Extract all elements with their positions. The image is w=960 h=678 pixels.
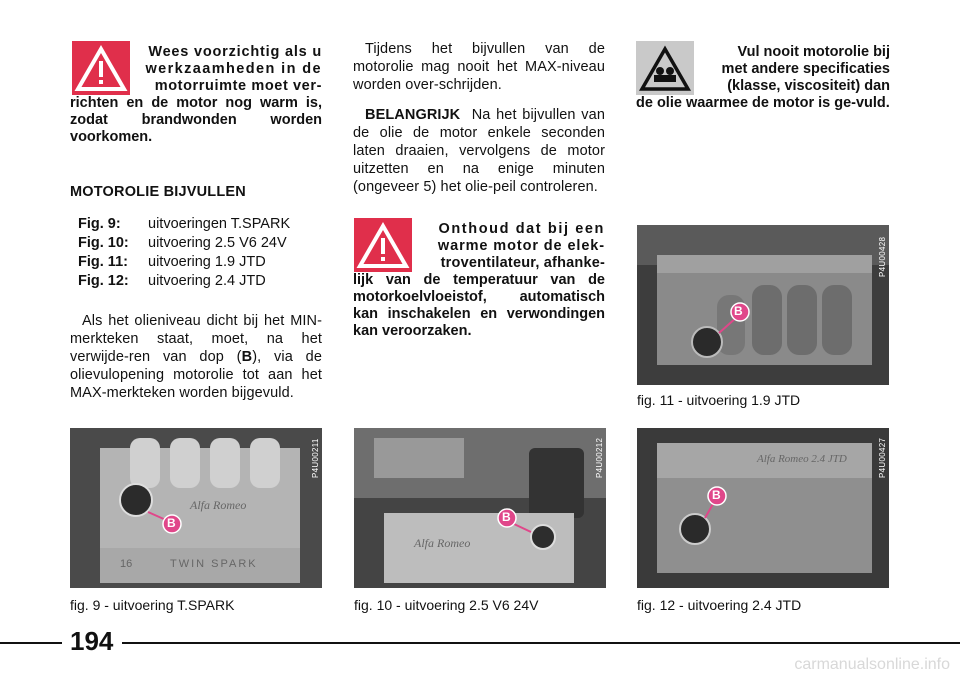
brand-lettering: Alfa Romeo bbox=[190, 498, 247, 512]
section-title: MOTOROLIE BIJVULLEN bbox=[70, 184, 246, 200]
warning-line: Wees voorzichtig als u bbox=[148, 44, 322, 60]
figure-text: uitvoeringen T.SPARK bbox=[148, 216, 291, 232]
figure-label: Fig. 12: bbox=[78, 273, 129, 289]
figure-code: P4U00428 bbox=[878, 236, 887, 277]
figure-label: Fig. 9: bbox=[78, 216, 121, 232]
important-text: Na het bijvullen van de olie de motor enkele seconden laten draaien, vervolgens de motor uitzetten en na enige minuten (ongeveer 5) het olie-peil controleren. bbox=[353, 107, 605, 195]
footer-rule-left bbox=[0, 642, 62, 644]
engine-badge-text: TWIN SPARK bbox=[170, 558, 258, 570]
figure-text: uitvoering 1.9 JTD bbox=[148, 254, 266, 270]
important-paragraph bbox=[353, 106, 605, 196]
warning-line: Vul nooit motorolie bij bbox=[737, 44, 890, 60]
figure-list-item bbox=[78, 215, 328, 234]
engine-photo-fig10 bbox=[354, 428, 606, 588]
warning-text-rest: richten en de motor nog warm is, zodat brandwonden worden voorkomen. bbox=[70, 95, 322, 145]
col2-paragraph: Tijdens het bijvullen van de motorolie mag nooit het MAX-niveau worden over-schrijden. bbox=[353, 41, 605, 93]
body-text: ), via de olievulopening motorolie tot aan het MAX-merkteken worden bijgevuld. bbox=[70, 349, 322, 401]
body-text: Als het olieniveau dicht bij het MIN-merkteken staat, moet, na het verwijde-ren van dop ( bbox=[70, 313, 322, 365]
footer-rule-right bbox=[122, 642, 960, 644]
warning-line: werkzaamheden in de bbox=[145, 61, 322, 77]
figure-code: P4U00212 bbox=[595, 437, 604, 478]
figure-list-item bbox=[78, 272, 328, 291]
callout-marker: B bbox=[502, 510, 511, 524]
warning-line: Onthoud dat bij een bbox=[438, 221, 605, 237]
warning-line: motorruimte moet ver- bbox=[154, 78, 322, 94]
important-label: BELANGRIJK bbox=[365, 107, 461, 123]
warning-text-head bbox=[420, 221, 605, 272]
warning-triangle-icon bbox=[72, 41, 130, 95]
body-bold: B bbox=[241, 349, 253, 365]
page-number: 194 bbox=[70, 626, 114, 656]
warning-text-head bbox=[700, 44, 890, 95]
figure-label: Fig. 11: bbox=[78, 254, 128, 270]
warning-text-head bbox=[140, 44, 322, 95]
warning-line: met andere specificaties bbox=[721, 61, 890, 77]
figure-text: uitvoering 2.5 V6 24V bbox=[148, 235, 287, 251]
figure-list bbox=[78, 215, 328, 291]
callout-marker: B bbox=[712, 488, 721, 502]
engine-photo-fig11 bbox=[637, 225, 889, 385]
figure-text: uitvoering 2.4 JTD bbox=[148, 273, 266, 289]
figure-caption: fig. 9 - uitvoering T.SPARK bbox=[70, 597, 235, 613]
warning-line: (klasse, viscositeit) dan bbox=[727, 78, 890, 94]
engine-badge-number: 16 bbox=[120, 558, 133, 570]
figure-list-item bbox=[78, 234, 328, 253]
figure-caption: fig. 10 - uitvoering 2.5 V6 24V bbox=[354, 597, 539, 613]
callout-marker: B bbox=[734, 304, 743, 318]
engine-photo-fig12 bbox=[637, 428, 889, 588]
warning-text-rest: de olie waarmee de motor is ge-vuld. bbox=[636, 95, 890, 111]
figure-list-item bbox=[78, 253, 328, 272]
warning-text-rest: lijk van de temperatuur van de motorkoelvloeistof, automatisch kan inschakelen en verwondingen kan veroorzaken. bbox=[353, 272, 605, 339]
warning-line: troventilateur, afhanke- bbox=[440, 255, 605, 271]
environment-triangle-icon bbox=[636, 41, 694, 95]
figure-caption: fig. 12 - uitvoering 2.4 JTD bbox=[637, 597, 802, 613]
warning-line: warme motor de elek- bbox=[437, 238, 605, 254]
watermark: carmanualsonline.info bbox=[794, 656, 950, 673]
figure-code: P4U00427 bbox=[878, 437, 887, 478]
body-paragraph bbox=[70, 312, 322, 402]
figure-label: Fig. 10: bbox=[78, 235, 129, 251]
callout-marker: B bbox=[167, 516, 176, 530]
warning-triangle-icon bbox=[354, 218, 412, 272]
figure-code: P4U00211 bbox=[311, 438, 320, 478]
engine-photo-fig9 bbox=[70, 428, 322, 588]
figure-caption: fig. 11 - uitvoering 1.9 JTD bbox=[637, 392, 801, 408]
brand-lettering: Alfa Romeo bbox=[414, 536, 471, 550]
brand-lettering: Alfa Romeo 2.4 JTD bbox=[757, 453, 847, 465]
